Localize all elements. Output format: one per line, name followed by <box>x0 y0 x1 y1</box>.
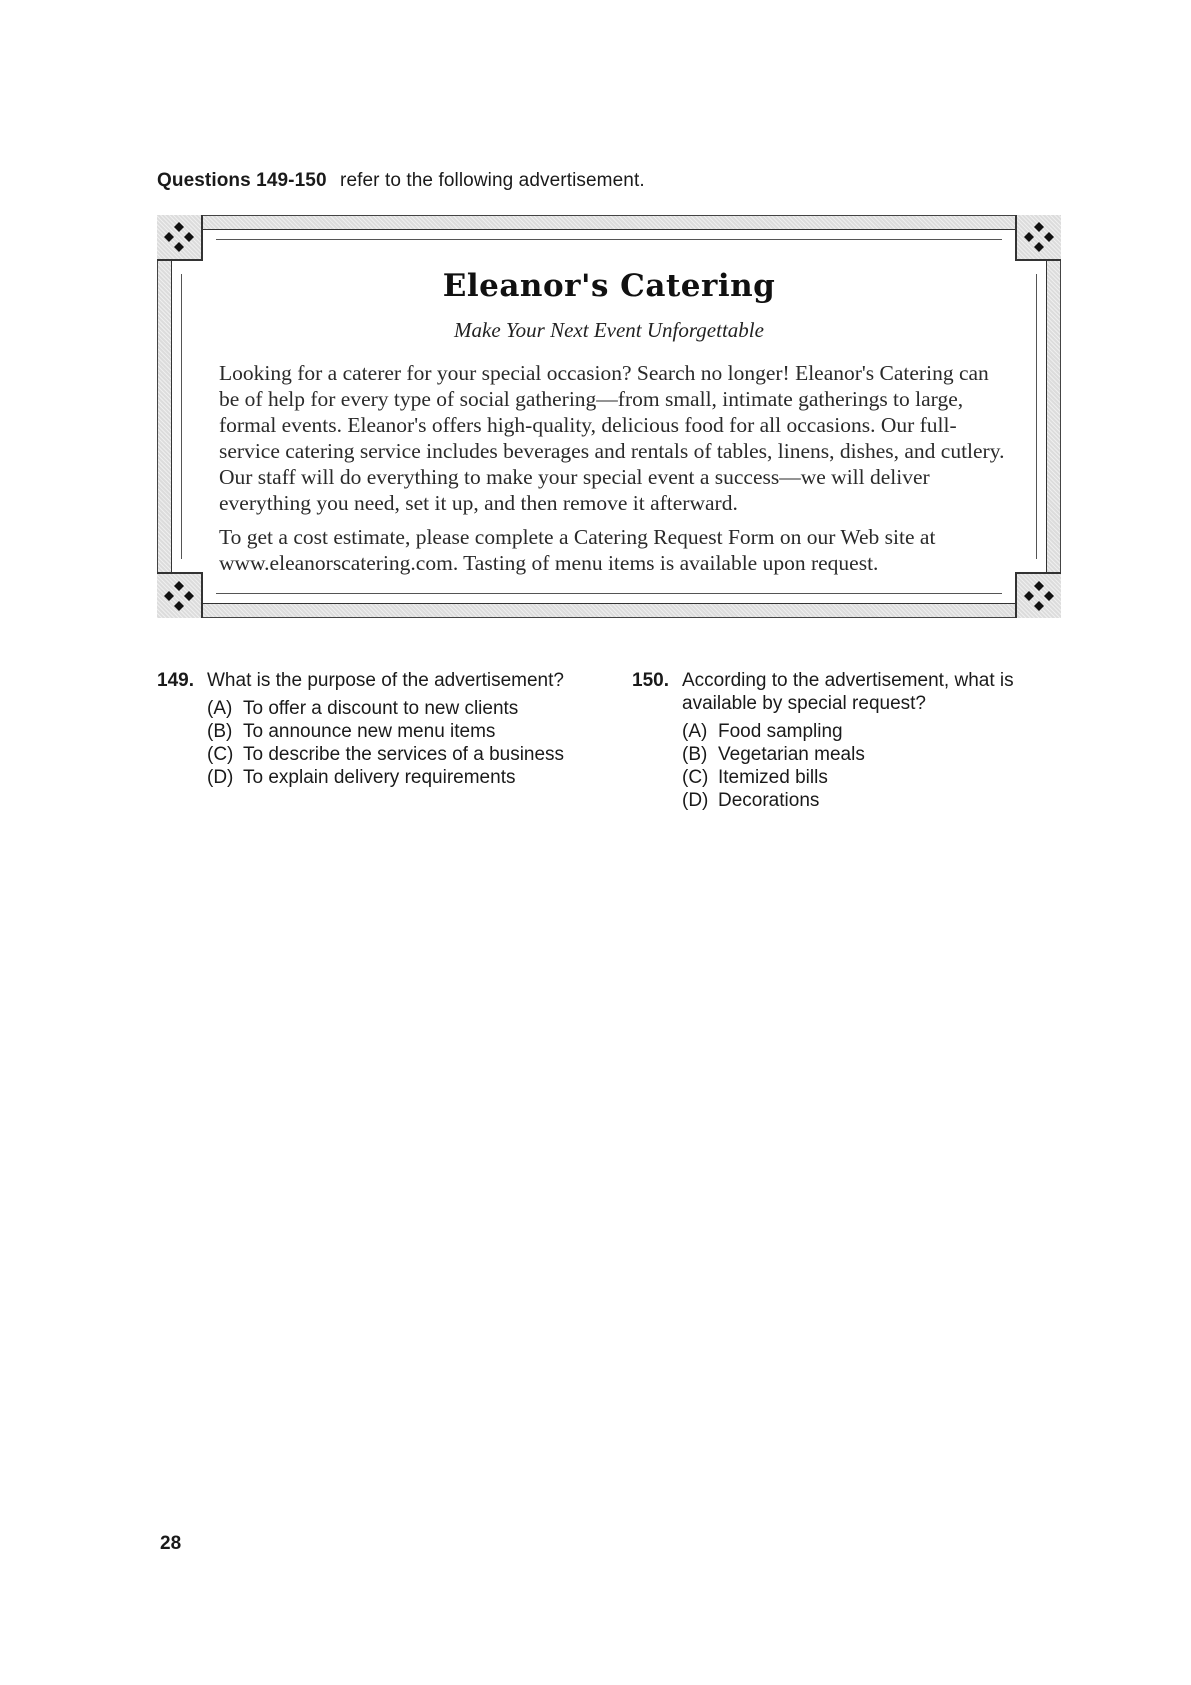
left-rule <box>181 274 182 559</box>
advertisement-title: Eleanor's Catering <box>442 268 776 304</box>
answer-option-b[interactable] <box>682 743 1052 766</box>
question-150 <box>632 669 1052 812</box>
question-text: What is the purpose of the advertisement? <box>207 670 564 691</box>
option-text: Food sampling <box>718 721 843 742</box>
option-text: To describe the services of a business <box>243 744 565 765</box>
advertisement-subtitle: Make Your Next Event Unforgettable <box>454 318 764 342</box>
diamond-cluster-icon <box>161 578 197 614</box>
answer-option-c[interactable] <box>682 766 1052 789</box>
bottom-rule <box>216 593 1002 594</box>
option-letter: (B) <box>682 744 708 765</box>
corner-ornament-top-right <box>1015 215 1061 261</box>
page-number: 28 <box>160 1533 182 1554</box>
answer-options <box>207 697 617 789</box>
answer-option-d[interactable] <box>207 766 617 789</box>
question-intro <box>157 170 645 192</box>
option-letter: (A) <box>682 721 708 742</box>
diamond-cluster-icon <box>1021 578 1057 614</box>
corner-ornament-bottom-left <box>157 572 203 618</box>
right-rule <box>1036 274 1037 559</box>
top-rule <box>216 239 1002 240</box>
advertisement-frame <box>157 215 1061 618</box>
advertisement-paragraph-1: Looking for a caterer for your special occasion? Search no longer! Eleanor's Catering can be of help for every type of social gathering—from small, intimate gatherings to large, formal events. Eleanor's offers high-quality, delicious food for all occasions. Our full-service catering service includes beverages and rentals of tables, linens, dishes, and cutlery. Our staff will do everything to make your special event a success—we will deliver everything you need, set it up, and then remove it afterward. <box>219 361 1005 515</box>
option-letter: (B) <box>207 721 233 742</box>
option-text: Itemized bills <box>718 767 828 788</box>
advertisement-panel <box>171 229 1047 604</box>
answer-options <box>682 720 1052 812</box>
question-range: Questions 149-150 <box>157 170 327 191</box>
option-text: To announce new menu items <box>243 721 496 742</box>
answer-option-c[interactable] <box>207 743 617 766</box>
answer-option-a[interactable] <box>207 697 617 720</box>
option-text: Decorations <box>718 790 820 811</box>
option-letter: (C) <box>207 744 234 765</box>
answer-option-b[interactable] <box>207 720 617 743</box>
corner-ornament-bottom-right <box>1015 572 1061 618</box>
advertisement-paragraph-2: To get a cost estimate, please complete a Catering Request Form on our Web site at www.eleanorscatering.com. Tasting of menu items is available upon request. <box>219 525 936 575</box>
question-text: According to the advertisement, what is available by special request? <box>682 670 1014 714</box>
option-letter: (A) <box>207 698 233 719</box>
diamond-cluster-icon <box>1021 219 1057 255</box>
option-text: To explain delivery requirements <box>243 767 516 788</box>
question-number: 149. <box>157 670 194 691</box>
option-letter: (C) <box>682 767 709 788</box>
intro-text: refer to the following advertisement. <box>340 170 645 191</box>
option-text: To offer a discount to new clients <box>243 698 519 719</box>
option-letter: (D) <box>682 790 709 811</box>
diamond-cluster-icon <box>161 219 197 255</box>
answer-option-a[interactable] <box>682 720 1052 743</box>
answer-option-d[interactable] <box>682 789 1052 812</box>
question-number: 150. <box>632 670 669 691</box>
question-149 <box>157 669 617 789</box>
option-letter: (D) <box>207 767 234 788</box>
corner-ornament-top-left <box>157 215 203 261</box>
option-text: Vegetarian meals <box>718 744 865 765</box>
